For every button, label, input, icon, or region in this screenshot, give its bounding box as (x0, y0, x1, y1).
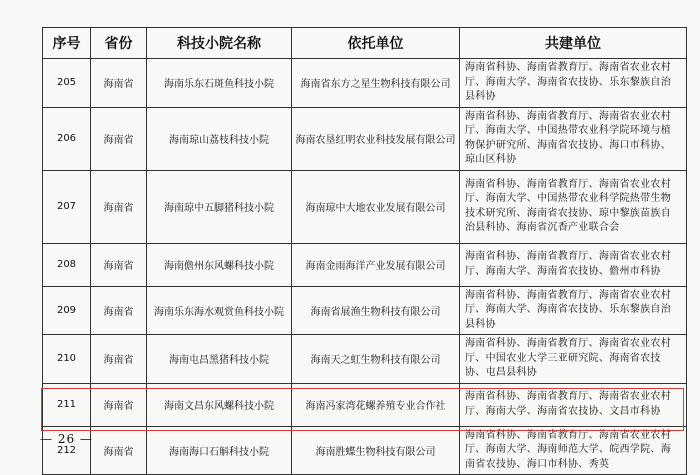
cell-partner-units: 海南省科协、海南省教育厅、海南省农业农村厅、海南大学、海南省农技协、乐东黎族自治县科协 (460, 59, 687, 108)
cell-serial: 205 (43, 59, 91, 108)
table-row (43, 59, 687, 108)
table-row (43, 107, 687, 170)
cell-courtyard-name: 海南乐东海水观赏鱼科技小院 (147, 286, 292, 335)
cell-serial: 212 (43, 426, 91, 475)
cell-host-unit: 海南金雨海洋产业发展有限公司 (292, 243, 460, 286)
cell-serial: 209 (43, 286, 91, 335)
page-number: — 26 — (40, 432, 93, 446)
cell-province: 海南省 (91, 286, 147, 335)
science-courtyard-table (42, 27, 687, 475)
cell-courtyard-name: 海南琼中五脚猪科技小院 (147, 170, 292, 243)
cell-host-unit: 海南胜蝶生物科技有限公司 (292, 426, 460, 475)
cell-host-unit: 海南天之虹生物科技有限公司 (292, 335, 460, 384)
header-courtyard-name: 科技小院名称 (147, 28, 292, 59)
header-partner-units: 共建单位 (460, 28, 687, 59)
cell-host-unit: 海南农垦红明农业科技发展有限公司 (292, 107, 460, 170)
cell-host-unit: 海南冯家湾花螺养殖专业合作社 (292, 383, 460, 426)
cell-host-unit: 海南省展渔生物科技有限公司 (292, 286, 460, 335)
table-row (43, 383, 687, 426)
cell-serial: 206 (43, 107, 91, 170)
table-row-highlighted (43, 426, 687, 475)
cell-serial: 208 (43, 243, 91, 286)
cell-partner-units: 海南省科协、海南省教育厅、海南省农业农村厅、海南大学、海南省农技协、儋州市科协 (460, 243, 687, 286)
cell-serial: 211 (43, 383, 91, 426)
cell-courtyard-name: 海南海口石斛科技小院 (147, 426, 292, 475)
cell-province: 海南省 (91, 383, 147, 426)
cell-host-unit: 海南琼中大地农业发展有限公司 (292, 170, 460, 243)
table-header-row (43, 28, 687, 59)
cell-courtyard-name: 海南乐东石斑鱼科技小院 (147, 59, 292, 108)
cell-serial: 210 (43, 335, 91, 384)
cell-province: 海南省 (91, 426, 147, 475)
header-host-unit: 依托单位 (292, 28, 460, 59)
cell-serial: 207 (43, 170, 91, 243)
cell-province: 海南省 (91, 59, 147, 108)
cell-partner-units: 海南省科协、海南省教育厅、海南省农业农村厅、海南大学、海南师范大学、皖西学院、海南省农技协、海口市科协、秀英 (460, 426, 687, 475)
cell-host-unit: 海南省东方之星生物科技有限公司 (292, 59, 460, 108)
cell-province: 海南省 (91, 107, 147, 170)
cell-province: 海南省 (91, 170, 147, 243)
table-row (43, 170, 687, 243)
cell-courtyard-name: 海南琼山荔枝科技小院 (147, 107, 292, 170)
cell-partner-units: 海南省科协、海南省教育厅、海南省农业农村厅、海南大学、海南省农技协、乐东黎族自治县科协 (460, 286, 687, 335)
cell-province: 海南省 (91, 243, 147, 286)
cell-province: 海南省 (91, 335, 147, 384)
cell-courtyard-name: 海南屯昌黑猪科技小院 (147, 335, 292, 384)
cell-courtyard-name: 海南文昌东风螺科技小院 (147, 383, 292, 426)
header-province: 省份 (91, 28, 147, 59)
cell-partner-units: 海南省科协、海南省教育厅、海南省农业农村厅、中国农业大学三亚研究院、海南省农技协、屯昌县科协 (460, 335, 687, 384)
cell-courtyard-name: 海南儋州东风螺科技小院 (147, 243, 292, 286)
cell-partner-units: 海南省科协、海南省教育厅、海南省农业农村厅、海南大学、中国热带农业科学院热带生物技术研究所、海南省农技协、琼中黎族苗族自治县科协、海南省沉香产业联合会 (460, 170, 687, 243)
table-row (43, 286, 687, 335)
table-row (43, 243, 687, 286)
header-serial: 序号 (43, 28, 91, 59)
cell-partner-units: 海南省科协、海南省教育厅、海南省农业农村厅、海南大学、中国热带农业科学院环境与植物保护研究所、海南省农技协、海口市科协、琼山区科协 (460, 107, 687, 170)
cell-partner-units: 海南省科协、海南省教育厅、海南省农业农村厅、海南大学、海南省农技协、文昌市科协 (460, 383, 687, 426)
table-row (43, 335, 687, 384)
